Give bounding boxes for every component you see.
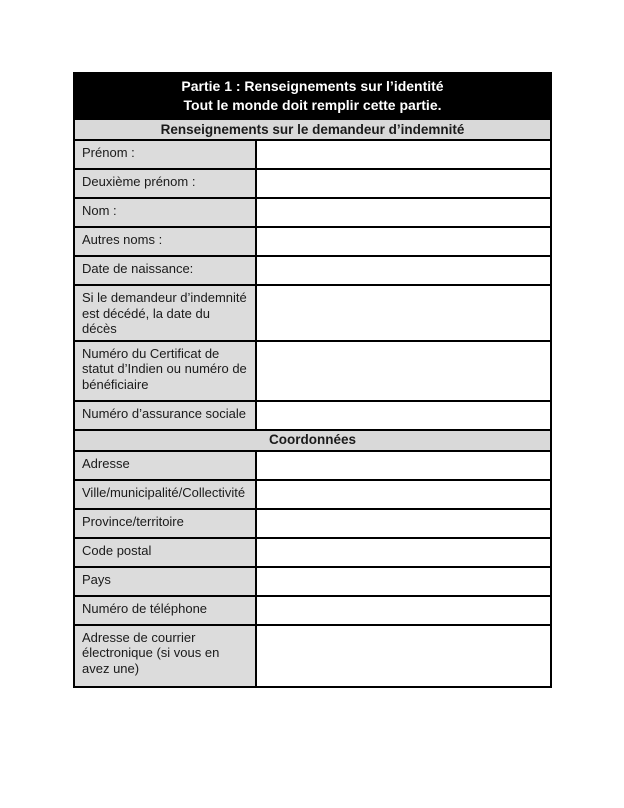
field-label-nom: Nom : (74, 198, 256, 227)
field-label-telephone: Numéro de téléphone (74, 596, 256, 625)
field-label-autres-noms: Autres noms : (74, 227, 256, 256)
input-cell-deuxieme-prenom[interactable] (256, 169, 551, 198)
input-cell-courriel[interactable] (256, 625, 551, 687)
field-row-pays (74, 567, 551, 596)
field-row-courriel (74, 625, 551, 687)
input-cell-autres-noms[interactable] (256, 227, 551, 256)
input-cell-prenom[interactable] (256, 140, 551, 169)
input-cell-province[interactable] (256, 509, 551, 538)
input-cell-ville[interactable] (256, 480, 551, 509)
field-label-nas: Numéro d’assurance sociale (74, 401, 256, 430)
field-label-province: Province/territoire (74, 509, 256, 538)
field-row-ville (74, 480, 551, 509)
identity-form-table (73, 72, 552, 688)
input-cell-nom[interactable] (256, 198, 551, 227)
section-header-row-coordonnees (74, 430, 551, 451)
input-cell-date-naissance[interactable] (256, 256, 551, 285)
field-row-numero-certificat (74, 341, 551, 401)
field-row-code-postal (74, 538, 551, 567)
field-label-numero-certificat: Numéro du Certificat de statut d’Indien ou numéro de bénéficiaire (74, 341, 256, 401)
input-cell-numero-certificat[interactable] (256, 341, 551, 401)
field-row-autres-noms (74, 227, 551, 256)
field-label-ville: Ville/municipalité/Collectivité (74, 480, 256, 509)
field-row-date-naissance (74, 256, 551, 285)
field-label-courriel: Adresse de courrier électronique (si vous en avez une) (74, 625, 256, 687)
field-label-pays: Pays (74, 567, 256, 596)
field-label-adresse: Adresse (74, 451, 256, 480)
section-header-coordonnees: Coordonnées (74, 430, 551, 451)
field-label-date-naissance: Date de naissance: (74, 256, 256, 285)
field-label-code-postal: Code postal (74, 538, 256, 567)
input-cell-pays[interactable] (256, 567, 551, 596)
field-row-nom (74, 198, 551, 227)
field-row-telephone (74, 596, 551, 625)
input-cell-date-deces[interactable] (256, 285, 551, 341)
input-cell-telephone[interactable] (256, 596, 551, 625)
section-header-row-demandeur (74, 119, 551, 140)
field-label-date-deces: Si le demandeur d’indemnité est décédé, la date du décès (74, 285, 256, 341)
input-cell-adresse[interactable] (256, 451, 551, 480)
form-title-line1: Partie 1 : Renseignements sur l’identité (181, 78, 444, 94)
form-title-row (74, 73, 551, 119)
field-label-deuxieme-prenom: Deuxième prénom : (74, 169, 256, 198)
field-row-adresse (74, 451, 551, 480)
input-cell-nas[interactable] (256, 401, 551, 430)
input-cell-code-postal[interactable] (256, 538, 551, 567)
field-label-prenom: Prénom : (74, 140, 256, 169)
field-row-prenom (74, 140, 551, 169)
field-row-province (74, 509, 551, 538)
section-header-demandeur: Renseignements sur le demandeur d’indemnité (74, 119, 551, 140)
field-row-date-deces (74, 285, 551, 341)
field-row-deuxieme-prenom (74, 169, 551, 198)
field-row-nas (74, 401, 551, 430)
form-title-line2: Tout le monde doit remplir cette partie. (183, 97, 442, 113)
form-title-banner (74, 73, 551, 119)
